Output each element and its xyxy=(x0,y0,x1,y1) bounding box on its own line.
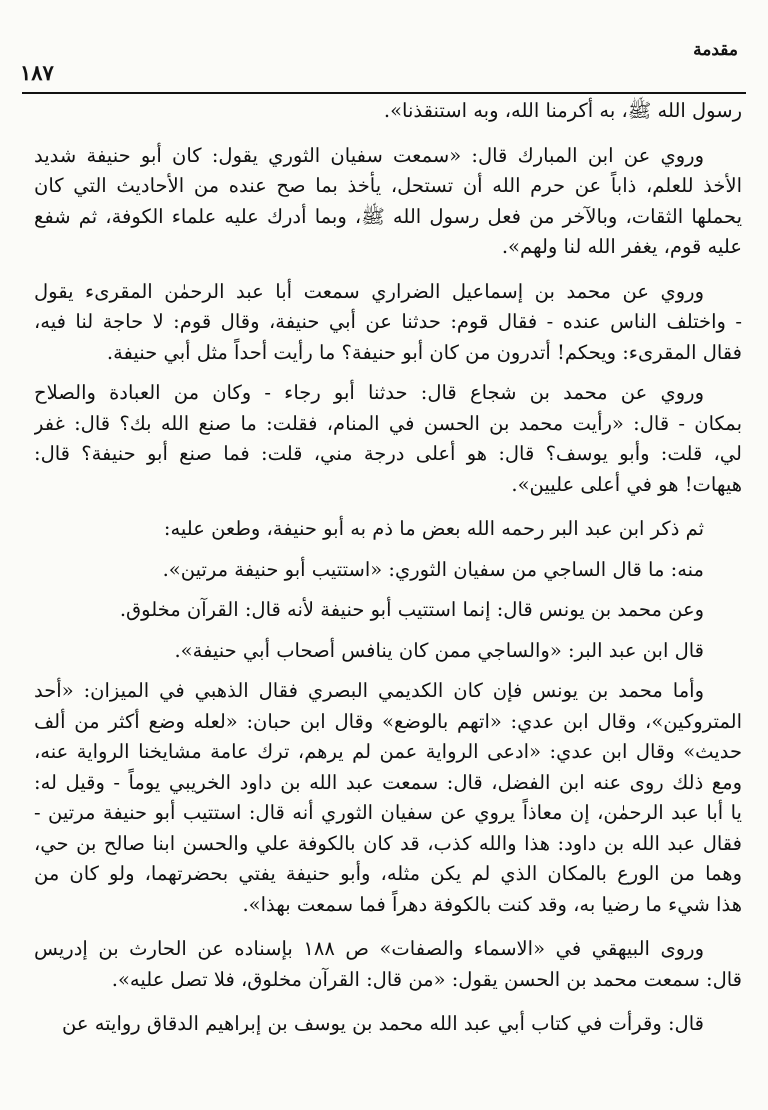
paragraph xyxy=(34,141,742,263)
paragraph-gap xyxy=(34,585,742,595)
text-line: فقال عبد الله بن داود: هذا والله كذب، قد كان بالكوفة علي والحسن ابنا صالح بن حي، xyxy=(34,831,742,855)
text-line: وعن محمد بن يونس قال: إنما استتيب أبو حنيفة لأنه قال: القرآن مخلوق. xyxy=(119,598,704,621)
paragraph-gap xyxy=(34,263,742,277)
text-line: المتروكين»، وقال ابن عدي: «اتهم بالوضع» وقال ابن حبان: «لعله وضع أكثر من ألف xyxy=(34,709,742,733)
text-line: لي، قلت: وأبو يوسف؟ قال: هو أعلى درجة مني، قلت: فما صنع أبو حنيفة؟ قال: xyxy=(34,442,742,465)
paragraph-gap xyxy=(34,545,742,555)
paragraph-gap xyxy=(34,368,742,378)
text-line: عليه قوم، يغفر الله لنا ولهم». xyxy=(501,235,742,258)
paragraph xyxy=(34,277,742,369)
paragraph-gap xyxy=(34,920,742,934)
paragraph xyxy=(34,555,742,586)
paragraph xyxy=(34,378,742,500)
text-line: وروي عن ابن المبارك قال: «سمعت سفيان الثوري يقول: كان أبو حنيفة شديد xyxy=(34,143,704,167)
paragraph-gap xyxy=(34,995,742,1009)
running-header-title: مقدمة xyxy=(693,40,738,60)
header-rule xyxy=(22,92,746,94)
text-line: قال: وقرأت في كتاب أبي عبد الله محمد بن يوسف بن إبراهيم الدقاق روايته عن xyxy=(62,1012,704,1035)
text-line: حديث» وقال ابن عدي: «ادعى الرواية عمن لم يرهم، ترك عامة مشايخنا الرواية عنه، xyxy=(34,740,742,763)
text-line: ومع ذلك روى عنه ابن الفضل، قال: سمعت عبد الله بن داود الخريبي يوماً - وقيل له: xyxy=(34,770,742,794)
paragraph xyxy=(34,636,742,667)
text-line: فقال المقرىء: ويحكم! أتدرون من كان أبو حنيفة؟ ما رأيت أحداً مثل أبي حنيفة. xyxy=(106,340,742,364)
paragraph xyxy=(34,1009,742,1040)
text-line: يحملها الثقات، وبالآخر من فعل رسول الله ﷺ، وبما أدرك عليه علماء الكوفة، ثم شفع xyxy=(34,204,742,228)
text-line: وروى البيهقي في «الاسماء والصفات» ص ١٨٨ بإسناده عن الحارث بن إدريس xyxy=(34,937,704,960)
paragraph-gap xyxy=(34,127,742,141)
text-line: وهما من الورع بالمكان الذي لم يكن مثله، وأبو حنيفة يفتي بحضرتهما، ولو كان من xyxy=(34,862,742,885)
text-line: قال: سمعت محمد بن الحسن يقول: «من قال: القرآن مخلوق، فلا تصل عليه». xyxy=(111,967,742,991)
paragraph xyxy=(34,595,742,626)
text-line: يا أبا عبد الرحمٰن، إن معاذاً يروي عن سفيان الثوري أنه قال: استتيب أبو حنيفة مرتين - xyxy=(34,801,742,824)
paragraph xyxy=(34,96,742,127)
text-line: هيهات! هو في أعلى عليين». xyxy=(511,472,742,496)
text-line: هذا شيء ما رضيا به، وقد كنت بالكوفة دهراً فما سمعت بهذا». xyxy=(242,892,742,916)
text-line: ثم ذكر ابن عبد البر رحمه الله بعض ما ذم به أبو حنيفة، وطعن عليه: xyxy=(163,517,704,540)
text-line: بمكان - قال: «رأيت محمد بن الحسن في المنام، فقلت: ما صنع الله بك؟ قال: غفر xyxy=(34,411,742,435)
text-line: قال ابن عبد البر: «والساجي ممن كان ينافس أصحاب أبي حنيفة». xyxy=(174,638,704,662)
paragraph xyxy=(34,676,742,920)
paragraph-gap xyxy=(34,500,742,514)
paragraph xyxy=(34,934,742,995)
text-line: الأخذ للعلم، ذاباً عن حرم الله أن تستحل، يأخذ بما صح عنده من الأحاديث التي كان xyxy=(34,174,742,197)
text-line: وروي عن محمد بن شجاع قال: حدثنا أبو رجاء - وكان من العبادة والصلاح xyxy=(34,381,704,404)
paragraph xyxy=(34,514,742,545)
page-number: ١٨٧ xyxy=(20,60,54,85)
text-line: وأما محمد بن يونس فإن كان الكديمي البصري فقال الذهبي في الميزان: «أحد xyxy=(34,679,704,702)
text-line: - واختلف الناس عنده - فقال قوم: حدثنا عن أبي حنيفة، وقال قوم: لا حاجة لنا فيه، xyxy=(34,310,742,333)
paragraph-gap xyxy=(34,626,742,636)
text-line: وروي عن محمد بن إسماعيل الضراري سمعت أبا عبد الرحمٰن المقرىء يقول xyxy=(34,279,704,303)
text-line: منه: ما قال الساجي من سفيان الثوري: «استتيب أبو حنيفة مرتين». xyxy=(162,557,704,581)
text-line: رسول الله ﷺ، به أكرمنا الله، وبه استنقذنا». xyxy=(383,99,742,122)
paragraph-gap xyxy=(34,666,742,676)
page-body xyxy=(34,96,742,1040)
